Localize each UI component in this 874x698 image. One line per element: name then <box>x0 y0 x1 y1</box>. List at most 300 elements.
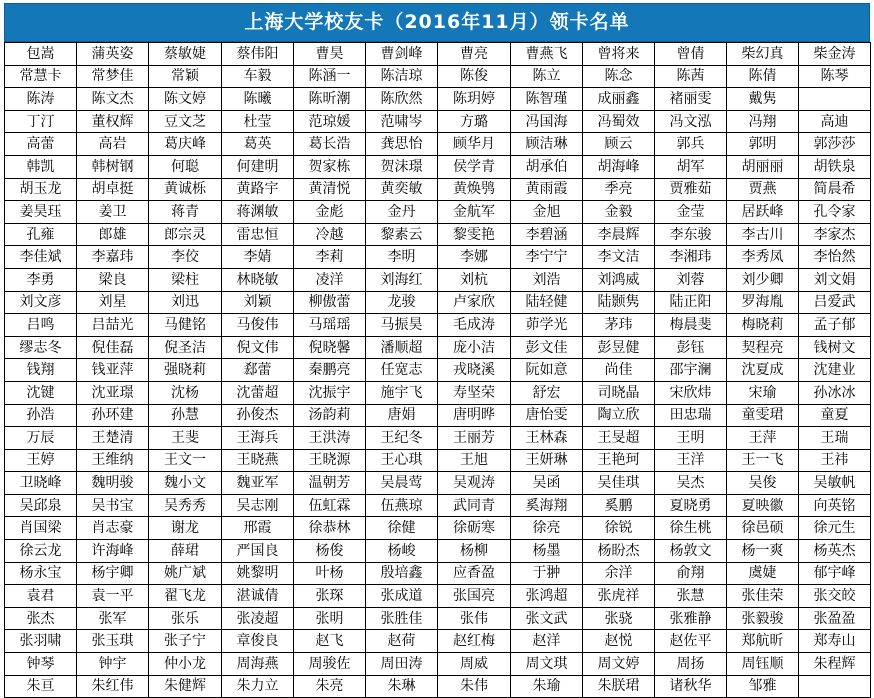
name-cell: 杨英杰 <box>799 540 871 563</box>
name-cell: 蔡敏婕 <box>149 43 222 66</box>
name-cell: 刘蓉 <box>655 268 727 291</box>
name-cell: 戎晓溪 <box>438 359 511 382</box>
name-cell: 孙冰冰 <box>799 381 871 404</box>
name-cell: 童雯珺 <box>727 404 799 427</box>
name-cell: 唐怡雯 <box>511 404 583 427</box>
name-cell: 高岩 <box>77 133 149 156</box>
name-cell: 金航军 <box>438 201 511 224</box>
table-row <box>5 314 871 337</box>
name-cell: 孟子郁 <box>799 314 871 337</box>
name-cell: 李佼 <box>149 246 222 269</box>
name-cell: 李文洁 <box>583 246 655 269</box>
name-cell: 马瑶瑶 <box>294 314 366 337</box>
name-cell: 王明 <box>655 427 727 450</box>
name-cell: 沈振宇 <box>294 381 366 404</box>
name-cell: 陈立 <box>511 65 583 88</box>
name-cell: 王瑞 <box>799 427 871 450</box>
name-cell: 陈涵一 <box>294 65 366 88</box>
name-cell: 黄焕鸮 <box>438 178 511 201</box>
name-cell: 郭兵 <box>655 133 727 156</box>
name-cell: 李嘉玮 <box>77 246 149 269</box>
name-cell: 王斐 <box>149 427 222 450</box>
name-cell: 刘杭 <box>438 268 511 291</box>
name-cell: 周文琪 <box>511 653 583 676</box>
name-cell: 郭莎莎 <box>799 133 871 156</box>
name-cell: 郄蕾 <box>222 359 294 382</box>
name-cell: 冯文泓 <box>655 110 727 133</box>
name-cell: 姚黎明 <box>222 562 294 585</box>
name-cell: 杨俊 <box>294 540 366 563</box>
name-cell: 彭文佳 <box>511 336 583 359</box>
name-cell: 沈亚璟 <box>77 381 149 404</box>
name-cell: 姜卫 <box>77 201 149 224</box>
name-cell: 夏映徽 <box>727 494 799 517</box>
name-cell: 陈文婷 <box>149 88 222 111</box>
name-cell: 高蕾 <box>5 133 77 156</box>
name-cell: 缪志冬 <box>5 336 77 359</box>
name-cell: 朱琳 <box>366 675 438 698</box>
name-cell: 朱力立 <box>222 675 294 698</box>
table-row <box>5 562 871 585</box>
table-row <box>5 155 871 178</box>
name-cell: 翟飞龙 <box>149 585 222 608</box>
name-cell: 沈键 <box>5 381 77 404</box>
name-cell: 贾雅茹 <box>655 178 727 201</box>
name-cell: 阮如意 <box>511 359 583 382</box>
name-cell: 杨永宝 <box>5 562 77 585</box>
name-cell: 王维纳 <box>77 449 149 472</box>
name-cell: 钱亚萍 <box>77 359 149 382</box>
table-row <box>5 449 871 472</box>
name-cell: 倪佳磊 <box>77 336 149 359</box>
name-cell: 袁君 <box>5 585 77 608</box>
name-cell: 虞婕 <box>727 562 799 585</box>
name-cell: 卢家欣 <box>438 291 511 314</box>
table-row <box>5 268 871 291</box>
name-cell: 葛英 <box>222 133 294 156</box>
name-cell: 杨墨 <box>511 540 583 563</box>
name-cell: 张子宁 <box>149 630 222 653</box>
name-cell: 周钰顺 <box>727 653 799 676</box>
name-cell: 周骏佐 <box>294 653 366 676</box>
name-cell: 冯国海 <box>511 110 583 133</box>
name-cell: 秦鹏亮 <box>294 359 366 382</box>
name-cell: 朱程辉 <box>799 653 871 676</box>
name-cell: 柴金涛 <box>799 43 871 66</box>
name-cell: 李怡然 <box>799 246 871 269</box>
name-cell: 张羽啸 <box>5 630 77 653</box>
name-cell: 朱亮 <box>294 675 366 698</box>
name-cell: 伍燕琼 <box>366 494 438 517</box>
name-cell: 张国亮 <box>438 585 511 608</box>
name-cell: 应香盈 <box>438 562 511 585</box>
name-cell: 张杰 <box>5 607 77 630</box>
name-cell: 张鸿超 <box>511 585 583 608</box>
name-cell: 王妍琳 <box>511 449 583 472</box>
name-cell: 钱翔 <box>5 359 77 382</box>
table-row <box>5 675 871 698</box>
name-cell: 蒋渊敏 <box>222 201 294 224</box>
name-cell: 龙骏 <box>366 291 438 314</box>
name-cell: 曹燕飞 <box>511 43 583 66</box>
name-cell: 徐云龙 <box>5 540 77 563</box>
name-cell: 张毅骏 <box>727 607 799 630</box>
name-cell: 李秀凤 <box>727 246 799 269</box>
name-cell: 张文武 <box>511 607 583 630</box>
name-cell: 谢龙 <box>149 517 222 540</box>
name-cell: 许海峰 <box>77 540 149 563</box>
name-cell: 陈倩 <box>727 65 799 88</box>
name-cell: 李莉 <box>294 246 366 269</box>
name-cell: 奚海翔 <box>511 494 583 517</box>
name-cell: 司晓晶 <box>583 381 655 404</box>
name-cell: 钟宇 <box>77 653 149 676</box>
name-cell: 梅晓莉 <box>727 314 799 337</box>
name-cell: 杨柳 <box>438 540 511 563</box>
name-cell: 赵红梅 <box>438 630 511 653</box>
name-cell: 冯蜀效 <box>583 110 655 133</box>
name-cell: 胡丽丽 <box>727 155 799 178</box>
name-cell: 宋瑜 <box>727 381 799 404</box>
name-cell: 吴秀秀 <box>149 494 222 517</box>
name-cell: 张交皎 <box>799 585 871 608</box>
list-title: 上海大学校友卡（2016年11月）领卡名单 <box>4 3 870 42</box>
name-cell: 庞小洁 <box>438 336 511 359</box>
name-cell: 杨盼杰 <box>583 540 655 563</box>
name-cell: 金莹 <box>655 201 727 224</box>
name-cell: 陆颢隽 <box>583 291 655 314</box>
name-cell: 朱伟 <box>438 675 511 698</box>
name-cell: 柳傲蕾 <box>294 291 366 314</box>
name-cell: 雷忠恒 <box>222 223 294 246</box>
name-cell: 李婧 <box>222 246 294 269</box>
name-cell: 吴邱泉 <box>5 494 77 517</box>
name-cell: 田忠瑞 <box>655 404 727 427</box>
table-row <box>5 472 871 495</box>
name-cell: 徐恭林 <box>294 517 366 540</box>
name-cell: 陈茜 <box>655 65 727 88</box>
name-cell: 吴俊 <box>727 472 799 495</box>
name-cell: 黄诚栎 <box>149 178 222 201</box>
name-cell: 沈建业 <box>799 359 871 382</box>
table-row <box>5 653 871 676</box>
name-cell: 顾华月 <box>438 133 511 156</box>
name-cell: 张雅静 <box>655 607 727 630</box>
name-cell: 李家杰 <box>799 223 871 246</box>
name-cell: 黎素云 <box>366 223 438 246</box>
table-row <box>5 427 871 450</box>
name-cell: 仲小龙 <box>149 653 222 676</box>
name-cell: 姚广斌 <box>149 562 222 585</box>
name-cell: 丁汀 <box>5 110 77 133</box>
name-cell: 王婷 <box>5 449 77 472</box>
name-cell: 杨一爽 <box>727 540 799 563</box>
name-cell: 契程亮 <box>727 336 799 359</box>
name-cell: 侯学青 <box>438 155 511 178</box>
name-cell: 曾将来 <box>583 43 655 66</box>
name-cell: 徐砺寒 <box>438 517 511 540</box>
table-row <box>5 110 871 133</box>
name-cell: 杨敦文 <box>655 540 727 563</box>
name-cell: 金毅 <box>583 201 655 224</box>
name-cell: 王林森 <box>511 427 583 450</box>
name-cell: 陈玥婷 <box>438 88 511 111</box>
name-cell: 胡玉龙 <box>5 178 77 201</box>
name-cell: 冯翔 <box>727 110 799 133</box>
name-cell: 冷越 <box>294 223 366 246</box>
name-cell: 王艳珂 <box>583 449 655 472</box>
name-cell: 卫晓峰 <box>5 472 77 495</box>
name-cell <box>799 675 871 698</box>
name-cell: 简晨希 <box>799 178 871 201</box>
name-cell: 徐元生 <box>799 517 871 540</box>
table-row <box>5 359 871 382</box>
name-cell: 郑航昕 <box>727 630 799 653</box>
name-cell: 王楚清 <box>77 427 149 450</box>
name-cell: 曹亮 <box>438 43 511 66</box>
name-cell: 刘浩 <box>511 268 583 291</box>
name-cell: 豆文芝 <box>149 110 222 133</box>
name-cell: 张凌超 <box>222 607 294 630</box>
name-cell: 李宁宁 <box>511 246 583 269</box>
table-row <box>5 494 871 517</box>
name-cell: 徐生桃 <box>655 517 727 540</box>
name-cell: 孙俊杰 <box>222 404 294 427</box>
name-cell: 黄雨霞 <box>511 178 583 201</box>
name-cell: 范琼媛 <box>294 110 366 133</box>
name-cell: 郁宇峰 <box>799 562 871 585</box>
name-cell: 陈智瑾 <box>511 88 583 111</box>
name-cell: 刘文娟 <box>799 268 871 291</box>
name-cell: 茆学光 <box>511 314 583 337</box>
name-cell: 王洋 <box>655 449 727 472</box>
table-row <box>5 246 871 269</box>
name-cell: 葛长浩 <box>294 133 366 156</box>
name-cell: 何聪 <box>149 155 222 178</box>
name-cell: 黎雯艳 <box>438 223 511 246</box>
table-row <box>5 223 871 246</box>
name-cell: 向英铭 <box>799 494 871 517</box>
name-cell: 蔡伟阳 <box>222 43 294 66</box>
name-cell: 李勇 <box>5 268 77 291</box>
name-cell: 袁一平 <box>77 585 149 608</box>
name-cell: 茅玮 <box>583 314 655 337</box>
name-cell: 赵荷 <box>366 630 438 653</box>
name-cell: 柴幻真 <box>727 43 799 66</box>
name-cell: 李娜 <box>438 246 511 269</box>
name-cell: 胡卓挺 <box>77 178 149 201</box>
name-cell: 胡军 <box>655 155 727 178</box>
name-cell: 沈蕾超 <box>222 381 294 404</box>
name-cell: 胡承伯 <box>511 155 583 178</box>
name-cell: 余洋 <box>583 562 655 585</box>
name-cell: 张明 <box>294 607 366 630</box>
table-row <box>5 517 871 540</box>
name-cell: 孙慧 <box>149 404 222 427</box>
name-cell: 郑寿山 <box>799 630 871 653</box>
name-cell: 潘顺超 <box>366 336 438 359</box>
name-cell: 李碧涵 <box>511 223 583 246</box>
name-cell: 童夏 <box>799 404 871 427</box>
name-cell: 周田涛 <box>366 653 438 676</box>
name-cell: 梁柱 <box>149 268 222 291</box>
name-cell: 吕鸣 <box>5 314 77 337</box>
name-cell: 李佳斌 <box>5 246 77 269</box>
name-cell: 刘文彦 <box>5 291 77 314</box>
name-cell: 舒宏 <box>511 381 583 404</box>
name-cell: 肖志豪 <box>77 517 149 540</box>
name-cell: 董权辉 <box>77 110 149 133</box>
table-row <box>5 178 871 201</box>
name-cell: 陈欣然 <box>366 88 438 111</box>
table-row <box>5 65 871 88</box>
name-cell: 韩凯 <box>5 155 77 178</box>
name-cell: 张佳荣 <box>727 585 799 608</box>
name-cell: 钱树文 <box>799 336 871 359</box>
table-row <box>5 630 871 653</box>
name-cell: 吴敏帆 <box>799 472 871 495</box>
name-cell: 施宇飞 <box>366 381 438 404</box>
name-cell: 陶立欣 <box>583 404 655 427</box>
name-cell: 吴函 <box>511 472 583 495</box>
name-cell: 沈夏成 <box>727 359 799 382</box>
name-cell: 吴晨莺 <box>366 472 438 495</box>
name-cell: 张伟 <box>438 607 511 630</box>
name-cell: 贺沫璟 <box>366 155 438 178</box>
name-cell: 孔雍 <box>5 223 77 246</box>
name-cell: 王海兵 <box>222 427 294 450</box>
name-cell: 吴佳琪 <box>583 472 655 495</box>
name-cell: 诸秋华 <box>655 675 727 698</box>
name-cell: 徐健 <box>366 517 438 540</box>
name-cell: 王祎 <box>799 449 871 472</box>
name-cell: 魏小文 <box>149 472 222 495</box>
name-cell: 张慧 <box>655 585 727 608</box>
name-cell: 陈琴 <box>799 65 871 88</box>
name-cell: 殷培鑫 <box>366 562 438 585</box>
name-cell: 王旻超 <box>583 427 655 450</box>
name-cell: 湛诚倩 <box>222 585 294 608</box>
name-cell: 倪文伟 <box>222 336 294 359</box>
name-cell: 赵洋 <box>511 630 583 653</box>
name-cell: 高迪 <box>799 110 871 133</box>
name-cell: 赵佐平 <box>655 630 727 653</box>
name-cell: 周文婷 <box>583 653 655 676</box>
name-cell: 朱红伟 <box>77 675 149 698</box>
name-cell: 吕爱武 <box>799 291 871 314</box>
name-cell: 黄路宇 <box>222 178 294 201</box>
name-cell: 孙环建 <box>77 404 149 427</box>
table-row <box>5 585 871 608</box>
name-cell: 章俊良 <box>222 630 294 653</box>
name-cell: 杨宇卿 <box>77 562 149 585</box>
name-cell: 陆轻健 <box>511 291 583 314</box>
name-cell: 唐明晔 <box>438 404 511 427</box>
name-cell: 王洪涛 <box>294 427 366 450</box>
name-cell: 龚思怡 <box>366 133 438 156</box>
name-cell: 王一飞 <box>727 449 799 472</box>
name-cell: 俞翔 <box>655 562 727 585</box>
table-row <box>5 404 871 427</box>
name-cell: 葛庆峰 <box>149 133 222 156</box>
name-cell: 王晓源 <box>294 449 366 472</box>
name-cell: 范啸岑 <box>366 110 438 133</box>
name-cell: 褚丽雯 <box>655 88 727 111</box>
name-cell: 周威 <box>438 653 511 676</box>
name-cell: 陈俊 <box>438 65 511 88</box>
name-cell: 夏晓勇 <box>655 494 727 517</box>
name-cell: 邹雅 <box>727 675 799 698</box>
name-cell: 张乐 <box>149 607 222 630</box>
name-cell: 周扬 <box>655 653 727 676</box>
name-cell: 王萍 <box>727 427 799 450</box>
name-cell: 方璐 <box>438 110 511 133</box>
name-cell: 肖国梁 <box>5 517 77 540</box>
name-cell: 姜昊珏 <box>5 201 77 224</box>
name-cell: 彭昱健 <box>583 336 655 359</box>
name-cell: 尚佳 <box>583 359 655 382</box>
name-cell: 李晨辉 <box>583 223 655 246</box>
name-cell: 居跃峰 <box>727 201 799 224</box>
name-cell: 吴杰 <box>655 472 727 495</box>
name-cell: 赵悦 <box>583 630 655 653</box>
name-cell: 陈涛 <box>5 88 77 111</box>
name-cell: 贾燕 <box>727 178 799 201</box>
name-cell: 朱亘 <box>5 675 77 698</box>
name-cell: 任宽志 <box>366 359 438 382</box>
name-cell: 严国良 <box>222 540 294 563</box>
name-cell: 武同青 <box>438 494 511 517</box>
name-cell: 成丽鑫 <box>583 88 655 111</box>
name-cell: 钟琴 <box>5 653 77 676</box>
name-cell: 金旭 <box>511 201 583 224</box>
name-cell: 张琛 <box>294 585 366 608</box>
name-cell: 薛珺 <box>149 540 222 563</box>
name-cell: 常颖 <box>149 65 222 88</box>
name-cell: 张盈盈 <box>799 607 871 630</box>
name-cell: 张玉琪 <box>77 630 149 653</box>
table-row <box>5 201 871 224</box>
name-cell: 何建明 <box>222 155 294 178</box>
name-cell: 徐锐 <box>583 517 655 540</box>
name-cell: 李古川 <box>727 223 799 246</box>
name-cell: 王心琪 <box>366 449 438 472</box>
name-cell: 徐亮 <box>511 517 583 540</box>
name-cell: 常梦佳 <box>77 65 149 88</box>
name-cell: 梁良 <box>77 268 149 291</box>
name-cell: 刘颖 <box>222 291 294 314</box>
name-cell: 刘迅 <box>149 291 222 314</box>
name-cell: 张胜佳 <box>366 607 438 630</box>
name-cell: 温朝芳 <box>294 472 366 495</box>
table-row <box>5 607 871 630</box>
name-list-sheet <box>4 3 870 698</box>
name-cell: 汤韵莉 <box>294 404 366 427</box>
name-cell: 李东骏 <box>655 223 727 246</box>
name-cell: 马健铭 <box>149 314 222 337</box>
name-cell: 金丹 <box>366 201 438 224</box>
name-cell: 季亮 <box>583 178 655 201</box>
name-cell: 曹昊 <box>294 43 366 66</box>
table-row <box>5 88 871 111</box>
name-cell: 包嵩 <box>5 43 77 66</box>
table-row <box>5 381 871 404</box>
name-cell: 奚鹏 <box>583 494 655 517</box>
name-cell: 陈念 <box>583 65 655 88</box>
name-cell: 倪圣洁 <box>149 336 222 359</box>
name-cell: 郎雄 <box>77 223 149 246</box>
name-cell: 蒲英姿 <box>77 43 149 66</box>
